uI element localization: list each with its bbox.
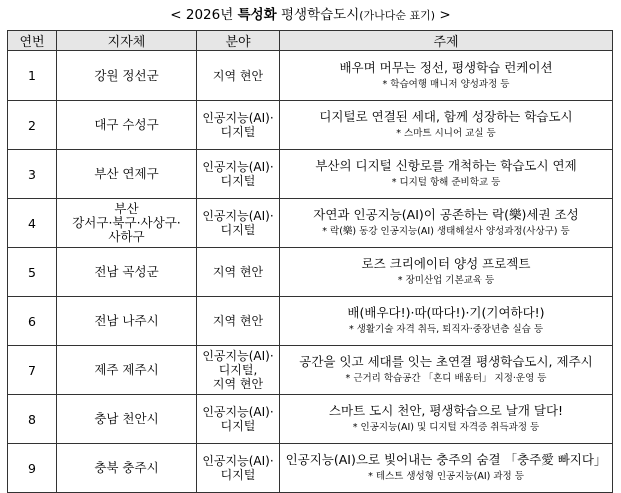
row-sub-theme: * 테스트 생성형 인공지능(AI) 과정 등 [368, 471, 524, 482]
title-middle: 평생학습도시 [276, 7, 360, 23]
row-field: 인공지능(AI)· 디지털 [197, 199, 280, 248]
title-bold: 특성화 [237, 7, 277, 23]
row-theme-cell [280, 297, 613, 346]
row-number: 3 [8, 150, 57, 199]
table-header-row [8, 31, 613, 51]
row-field: 인공지능(AI)· 디지털 [197, 395, 280, 444]
table-row [8, 444, 613, 493]
row-theme: 부산의 디지털 신항로를 개척하는 학습도시 연제 [315, 158, 577, 173]
table-row [8, 199, 613, 248]
row-number: 7 [8, 346, 57, 395]
row-field: 지역 현안 [197, 248, 280, 297]
header-no: 연번 [8, 31, 57, 51]
row-theme-cell [280, 150, 613, 199]
row-theme-cell [280, 199, 613, 248]
row-field: 지역 현안 [197, 51, 280, 101]
row-theme-cell [280, 51, 613, 101]
row-number: 5 [8, 248, 57, 297]
row-theme-cell [280, 248, 613, 297]
row-sub-theme: * 생활기술 자격 취득, 퇴직자·중장년층 실습 등 [348, 324, 544, 335]
table-row [8, 346, 613, 395]
row-theme: 배우며 머무는 정선, 평생학습 런케이션 [339, 59, 553, 75]
row-sub-theme: * 스마트 시니어 교실 등 [396, 128, 496, 139]
title-note: (가나다순 표기) [359, 9, 436, 22]
row-sub-theme: * 학습여행 매니저 양성과정 등 [382, 78, 510, 90]
row-theme: 디지털로 연결된 세대, 함께 성장하는 학습도시 [319, 109, 573, 124]
page-title [0, 0, 621, 30]
row-region: 충북 충주시 [57, 444, 197, 493]
row-number: 1 [8, 51, 57, 101]
row-field: 인공지능(AI)· 디지털 [197, 150, 280, 199]
row-number: 6 [8, 297, 57, 346]
title-prefix: < 2026년 [170, 7, 238, 23]
city-table [7, 30, 613, 493]
row-sub-theme: * 인공지능(AI) 및 디지털 자격증 취득과정 등 [352, 422, 540, 433]
row-region: 강원 정선군 [57, 51, 197, 101]
row-sub-theme: * 근거리 학습공간 「혼디 배움터」 지정·운영 등 [345, 373, 547, 384]
title-suffix: > [435, 7, 451, 23]
row-theme-cell [280, 346, 613, 395]
header-region: 지자체 [57, 31, 197, 51]
row-region: 제주 제주시 [57, 346, 197, 395]
row-theme: 인공지능(AI)으로 빛어내는 충주의 숨결 「충주愛 빠지다」 [285, 452, 607, 467]
row-number: 8 [8, 395, 57, 444]
row-theme: 로즈 크리에이터 양성 프로젝트 [361, 256, 531, 271]
row-theme-cell [280, 444, 613, 493]
row-region: 충남 천안시 [57, 395, 197, 444]
row-region: 부산 연제구 [57, 150, 197, 199]
row-number: 2 [8, 101, 57, 150]
table-row [8, 51, 613, 101]
row-region: 부산 강서구·북구·사상구· 사하구 [57, 199, 197, 248]
row-field: 인공지능(AI)· 디지털 [197, 444, 280, 493]
table-row [8, 150, 613, 199]
row-region: 전남 곡성군 [57, 248, 197, 297]
row-theme: 스마트 도시 천안, 평생학습으로 날개 달다! [328, 403, 564, 418]
row-field: 지역 현안 [197, 297, 280, 346]
table-row [8, 248, 613, 297]
row-theme: 공간을 잇고 세대를 잇는 초연결 평생학습도시, 제주시 [299, 354, 593, 369]
header-theme: 주제 [280, 31, 613, 51]
table-row [8, 101, 613, 150]
row-theme: 배(배우다!)·따(따다!)·기(기여하다!) [347, 305, 545, 320]
header-field: 분야 [197, 31, 280, 51]
table-row [8, 297, 613, 346]
row-number: 4 [8, 199, 57, 248]
row-sub-theme: * 디지털 항해 준비학교 등 [391, 177, 501, 188]
table-row [8, 395, 613, 444]
row-theme: 자연과 인공지능(AI)이 공존하는 락(樂)세권 조성 [313, 207, 579, 222]
row-field: 인공지능(AI)· 디지털 [197, 101, 280, 150]
table-body [8, 51, 613, 493]
row-theme-cell [280, 395, 613, 444]
row-region: 전남 나주시 [57, 297, 197, 346]
row-sub-theme: * 락(樂) 동강 인공지능(AI) 생태해설사 양성과정(사상구) 등 [322, 226, 570, 237]
row-theme-cell [280, 101, 613, 150]
row-field: 인공지능(AI)· 디지털, 지역 현안 [197, 346, 280, 395]
row-number: 9 [8, 444, 57, 493]
row-sub-theme: * 장미산업 기본교육 등 [397, 275, 495, 286]
row-region: 대구 수성구 [57, 101, 197, 150]
